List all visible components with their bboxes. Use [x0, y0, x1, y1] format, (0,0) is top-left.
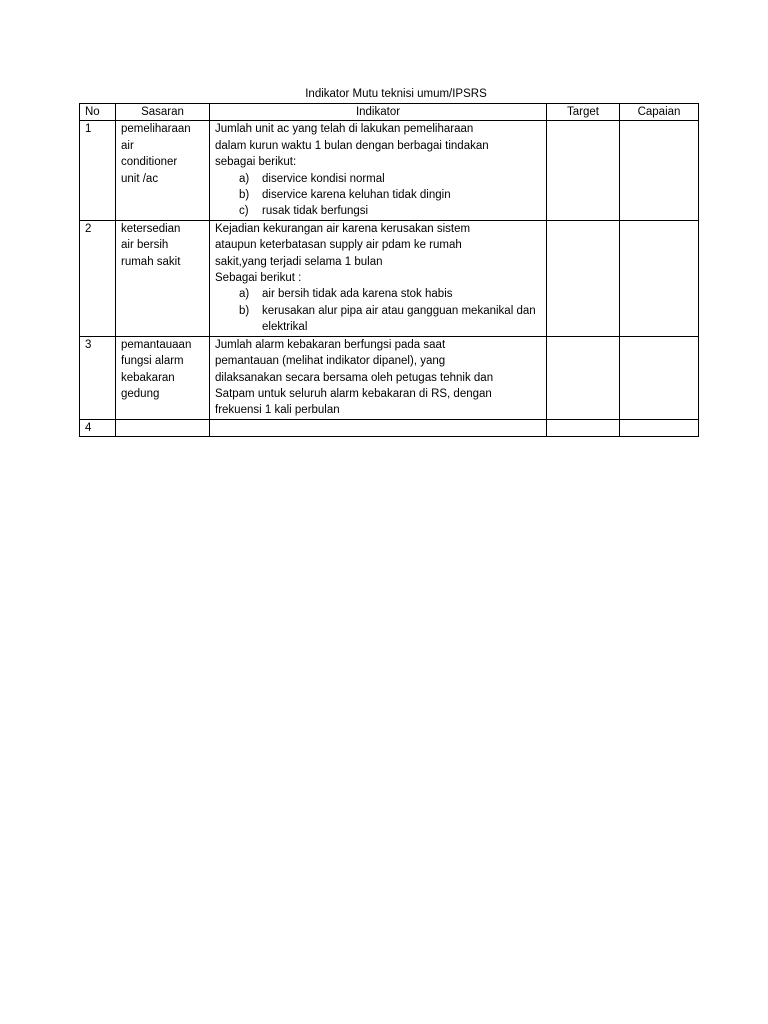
row-number: 4	[80, 419, 116, 436]
row-number: 2	[80, 220, 116, 336]
capaian-cell	[620, 336, 699, 419]
indikator-cell	[210, 121, 547, 220]
column-header-sasaran: Sasaran	[116, 104, 210, 121]
list-item-text: diservice kondisi normal	[262, 172, 385, 185]
list-item-marker: b)	[239, 189, 250, 202]
indikator-list	[215, 286, 543, 335]
list-item	[215, 187, 543, 203]
row-number: 1	[80, 121, 116, 220]
list-item-text: air bersih tidak ada karena stok habis	[262, 288, 453, 301]
list-item-text: diservice karena keluhan tidak dingin	[262, 189, 451, 202]
sasaran-line: conditioner	[121, 156, 178, 169]
indikator-cell	[210, 220, 547, 336]
sasaran-cell	[116, 419, 210, 436]
sasaran-cell	[116, 220, 210, 336]
row-number: 3	[80, 336, 116, 419]
indikator-line: pemantauan (melihat indikator dipanel), yang	[215, 355, 446, 368]
indikator-line: sakit,yang terjadi selama 1 bulan	[215, 255, 383, 268]
sasaran-cell	[116, 336, 210, 419]
indikator-cell	[210, 419, 547, 436]
list-item	[215, 286, 543, 302]
indikator-list	[215, 171, 543, 220]
table-row	[80, 220, 699, 336]
table-row	[80, 121, 699, 220]
list-item-marker: a)	[239, 172, 250, 185]
sasaran-line: air	[121, 139, 134, 152]
column-header-no: No	[80, 104, 116, 121]
table-body	[80, 121, 699, 437]
indikator-line: Jumlah alarm kebakaran berfungsi pada saat	[215, 338, 446, 351]
target-cell	[547, 419, 620, 436]
sasaran-cell	[116, 121, 210, 220]
capaian-cell	[620, 220, 699, 336]
list-item-text: kerusakan alur pipa air atau gangguan mekanikal dan elektrikal	[262, 304, 536, 334]
indicator-table	[79, 103, 699, 437]
indikator-line: Satpam untuk seluruh alarm kebakaran di RS, dengan	[215, 387, 492, 400]
list-item	[215, 203, 543, 219]
sasaran-line: air bersih	[121, 239, 169, 252]
column-header-capaian: Capaian	[620, 104, 699, 121]
sasaran-line: pemantauaan	[121, 338, 192, 351]
sasaran-line: rumah sakit	[121, 255, 181, 268]
table-header-row	[80, 104, 699, 121]
sasaran-line: pemeliharaan	[121, 123, 191, 136]
indikator-line: dalam kurun waktu 1 bulan dengan berbagai tindakan	[215, 139, 489, 152]
indikator-cell	[210, 336, 547, 419]
list-item-marker: b)	[239, 304, 250, 317]
list-item-marker: a)	[239, 288, 250, 301]
sasaran-line: unit /ac	[121, 172, 159, 185]
list-item	[215, 171, 543, 187]
indikator-line: Jumlah unit ac yang telah di lakukan pemeliharaan	[215, 123, 474, 136]
page-title: Indikator Mutu teknisi umum/IPSRS	[305, 88, 487, 100]
indikator-line: dilaksanakan secara bersama oleh petugas tehnik dan	[215, 371, 494, 384]
indikator-line: Sebagai berikut :	[215, 272, 302, 285]
capaian-cell	[620, 419, 699, 436]
indikator-line: ataupun keterbatasan supply air pdam ke rumah	[215, 239, 462, 252]
column-header-target: Target	[547, 104, 620, 121]
indikator-line: frekuensi 1 kali perbulan	[215, 404, 340, 417]
table-row	[80, 336, 699, 419]
table-row	[80, 419, 699, 436]
sasaran-line: kebakaran	[121, 371, 175, 384]
target-cell	[547, 220, 620, 336]
sasaran-line: ketersedian	[121, 222, 181, 235]
list-item-marker: c)	[239, 205, 249, 218]
column-header-indikator: Indikator	[210, 104, 547, 121]
indikator-line: Kejadian kekurangan air karena kerusakan sistem	[215, 222, 471, 235]
target-cell	[547, 336, 620, 419]
sasaran-line: gedung	[121, 387, 160, 400]
target-cell	[547, 121, 620, 220]
list-item	[215, 303, 543, 336]
list-item-text: rusak tidak berfungsi	[262, 205, 369, 218]
indikator-line: sebagai berikut:	[215, 156, 297, 169]
capaian-cell	[620, 121, 699, 220]
sasaran-line: fungsi alarm	[121, 355, 184, 368]
